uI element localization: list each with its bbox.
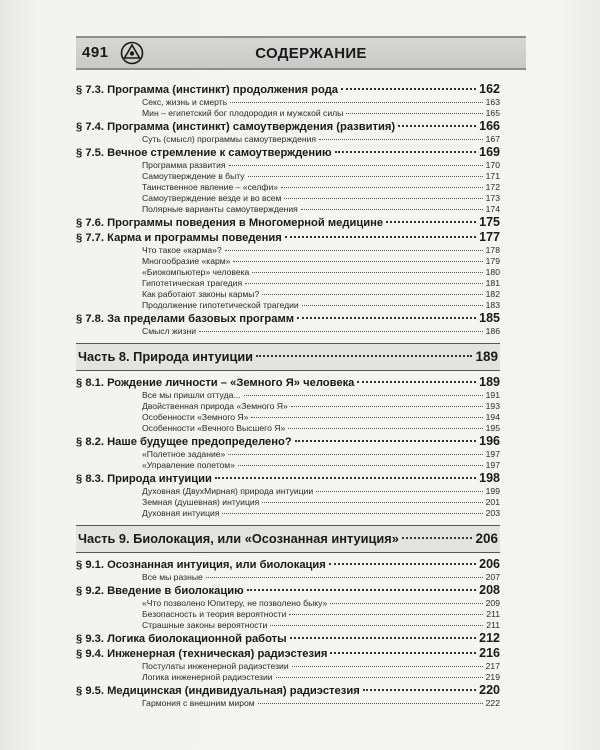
toc-section-entry: [76, 375, 500, 390]
toc-subentry: [76, 134, 500, 145]
toc-entry-title: Постулаты инженерной радиэстезии: [142, 661, 289, 671]
toc-subentry: [76, 326, 500, 337]
dot-leader: [301, 208, 483, 210]
toc-entry-title: «Биокомпьютер» человека: [142, 267, 250, 277]
dot-leader: [256, 354, 472, 357]
toc-entry-title: Таинственное явление – «селфи»: [142, 182, 279, 192]
toc-section-entry: [76, 471, 500, 486]
toc-page-number: 197: [485, 449, 500, 459]
dot-leader: [288, 427, 482, 429]
toc-page-number: 201: [485, 497, 500, 507]
dot-leader: [215, 476, 476, 479]
toc-entry-title: § 9.5. Медицинская (индивидуальная) радиэстезия: [76, 685, 360, 697]
toc-page-number: 207: [485, 572, 500, 582]
dot-leader: [319, 138, 483, 140]
toc-entry-title: Часть 8. Природа интуиции: [78, 349, 254, 364]
toc-entry-title: Продолжение гипотетической трагедии: [142, 300, 299, 310]
toc-entry-title: § 7.6. Программы поведения в Многомерной медицине: [76, 217, 384, 229]
dot-leader: [284, 197, 482, 199]
toc-subentry: [76, 508, 500, 519]
dot-leader: [316, 490, 482, 492]
toc-subentry: [76, 256, 500, 267]
dot-leader: [222, 512, 482, 514]
toc-page-number: 179: [485, 256, 500, 266]
toc-page-number: 197: [485, 460, 500, 470]
dot-leader: [297, 316, 476, 319]
dot-leader: [244, 394, 483, 396]
toc-page-number: 211: [486, 609, 500, 619]
dot-leader: [281, 186, 483, 188]
dot-leader: [357, 380, 476, 383]
dot-leader: [291, 405, 483, 407]
dot-leader: [230, 101, 482, 103]
toc-subentry: [76, 449, 500, 460]
toc-page-number: 163: [485, 97, 500, 107]
toc-subentry: [76, 171, 500, 182]
toc-subentry: [76, 108, 500, 119]
toc-subentry: [76, 300, 500, 311]
toc-page-number: 198: [479, 471, 500, 485]
toc-entry-title: § 7.3. Программа (инстинкт) продолжения рода: [76, 84, 339, 96]
toc-page-number: 217: [485, 661, 500, 671]
toc-page-number: 222: [485, 698, 500, 708]
dot-leader: [290, 636, 476, 639]
toc-section-entry: [76, 82, 500, 97]
toc-page-number: 178: [485, 245, 500, 255]
dot-leader: [238, 464, 483, 466]
dot-leader: [292, 665, 483, 667]
toc-entry-title: § 8.3. Природа интуиции: [76, 473, 212, 485]
toc-subentry: [76, 460, 500, 471]
toc-section-entry: [76, 631, 500, 646]
dot-leader: [262, 501, 482, 503]
toc-section-entry: [76, 683, 500, 698]
toc-section-entry: [76, 434, 500, 449]
dot-leader: [285, 235, 476, 238]
toc-part-heading: [76, 525, 500, 553]
toc-page-number: 211: [486, 620, 500, 630]
toc-entry-title: § 9.4. Инженерная (техническая) радиэстезия: [76, 648, 328, 660]
toc-entry-title: Часть 9. Биолокация, или «Осознанная интуиция»: [78, 531, 399, 546]
toc-page-number: 189: [475, 349, 498, 364]
toc-page-number: 183: [485, 300, 500, 310]
toc-page-number: 208: [479, 583, 500, 597]
toc-section-entry: [76, 583, 500, 598]
toc-page-number: 219: [485, 672, 500, 682]
toc-entry-title: Многообразие «карм»: [142, 256, 231, 266]
toc-subentry: [76, 204, 500, 215]
toc-entry-title: Гармония с внешним миром: [142, 698, 255, 708]
toc-subentry: [76, 412, 500, 423]
toc-entry-title: Двойственная природа «Земного Я»: [142, 401, 288, 411]
toc-page-number: 212: [479, 631, 500, 645]
toc-entry-title: § 8.1. Рождение личности – «Земного Я» человека: [76, 377, 355, 389]
toc-entry-title: § 8.2. Наше будущее предопределено?: [76, 436, 292, 448]
toc-subentry: [76, 572, 500, 583]
toc-page-number: 167: [485, 134, 500, 144]
toc-entry-title: «Управление полетом»: [142, 460, 235, 470]
toc-entry-title: Что такое «карма»?: [142, 245, 222, 255]
toc-subentry: [76, 267, 500, 278]
toc-section-entry: [76, 646, 500, 661]
toc-entry-title: «Полетное задание»: [142, 449, 226, 459]
toc-section-entry: [76, 215, 500, 230]
toc-subentry: [76, 486, 500, 497]
dot-leader: [251, 416, 482, 418]
dot-leader: [270, 624, 483, 626]
toc-page-number: 194: [485, 412, 500, 422]
toc-entry-title: Смысл жизни: [142, 326, 197, 336]
toc-page-number: 162: [479, 82, 500, 96]
toc-entry-title: Полярные варианты самоутверждения: [142, 204, 298, 214]
toc-subentry: [76, 620, 500, 631]
dot-leader: [302, 304, 483, 306]
toc-subentry: [76, 672, 500, 683]
toc-subentry: [76, 97, 500, 108]
toc-entry-title: Мин – египетский бог плодородия и мужской силы: [142, 108, 344, 118]
table-of-contents: [76, 82, 500, 709]
toc-subentry: [76, 289, 500, 300]
toc-page-number: 177: [479, 230, 500, 244]
dot-leader: [258, 702, 483, 704]
toc-entry-title: § 7.5. Вечное стремление к самоутверждению: [76, 147, 332, 159]
toc-subentry: [76, 193, 500, 204]
dot-leader: [398, 124, 476, 127]
toc-entry-title: Гипотетическая трагедия: [142, 278, 243, 288]
dot-leader: [248, 175, 483, 177]
toc-page-number: 191: [485, 390, 500, 400]
dot-leader: [262, 293, 482, 295]
toc-page-number: 165: [485, 108, 500, 118]
dot-leader: [225, 249, 483, 251]
toc-section-entry: [76, 311, 500, 326]
toc-subentry: [76, 245, 500, 256]
toc-page-number: 186: [485, 326, 500, 336]
toc-entry-title: Безопасность и теория вероятности: [142, 609, 287, 619]
toc-section-entry: [76, 230, 500, 245]
dot-leader: [386, 220, 476, 223]
toc-page-number: 209: [485, 598, 500, 608]
toc-page-number: 206: [479, 557, 500, 571]
toc-entry-title: Программа развития: [142, 160, 226, 170]
toc-entry-title: Самоутверждение в быту: [142, 171, 245, 181]
toc-entry-title: Все мы разные: [142, 572, 203, 582]
toc-entry-title: Особенности «Вечного Высшего Я»: [142, 423, 286, 433]
toc-entry-title: § 9.2. Введение в биолокацию: [76, 585, 244, 597]
toc-entry-title: Все мы пришли оттуда...: [142, 390, 241, 400]
dot-leader: [229, 164, 483, 166]
toc-section-entry: [76, 557, 500, 572]
toc-page-number: 180: [485, 267, 500, 277]
toc-entry-title: Особенности «Земного Я»: [142, 412, 249, 422]
toc-page-number: 175: [479, 215, 500, 229]
toc-subentry: [76, 160, 500, 171]
toc-page-number: 195: [485, 423, 500, 433]
toc-page-number: 170: [485, 160, 500, 170]
toc-page-number: 172: [485, 182, 500, 192]
toc-entry-title: Логика инженерной радиэстезии: [142, 672, 273, 682]
dot-leader: [346, 112, 482, 114]
toc-subentry: [76, 182, 500, 193]
dot-leader: [329, 562, 476, 565]
toc-section-entry: [76, 145, 500, 160]
dot-leader: [228, 453, 482, 455]
dot-leader: [252, 271, 482, 273]
toc-entry-title: § 9.1. Осознанная интуиция, или биолокация: [76, 559, 326, 571]
toc-page-number: 203: [485, 508, 500, 518]
dot-leader: [402, 536, 473, 539]
toc-entry-title: Как работают законы кармы?: [142, 289, 260, 299]
dot-leader: [247, 588, 476, 591]
toc-subentry: [76, 598, 500, 609]
toc-page-number: 169: [479, 145, 500, 159]
toc-page-number: 189: [479, 375, 500, 389]
toc-entry-title: Самоутверждение везде и во всем: [142, 193, 282, 203]
toc-page-number: 174: [485, 204, 500, 214]
toc-page-number: 196: [479, 434, 500, 448]
toc-page-number: 181: [485, 278, 500, 288]
toc-part-heading: [76, 343, 500, 371]
toc-subentry: [76, 390, 500, 401]
toc-entry-title: § 7.7. Карма и программы поведения: [76, 232, 282, 244]
toc-page-number: 193: [485, 401, 500, 411]
toc-page-number: 173: [485, 193, 500, 203]
toc-entry-title: Суть (смысл) программы самоутверждения: [142, 134, 317, 144]
dot-leader: [199, 330, 483, 332]
toc-page-number: 220: [479, 683, 500, 697]
toc-entry-title: § 9.3. Логика биолокационной работы: [76, 633, 287, 645]
toc-entry-title: «Что позволено Юпитеру, не позволено быку»: [142, 598, 328, 608]
toc-subentry: [76, 423, 500, 434]
toc-page-number: 182: [485, 289, 500, 299]
page-header: [76, 36, 526, 70]
toc-entry-title: Духовная интуиция: [142, 508, 220, 518]
dot-leader: [341, 87, 476, 90]
toc-entry-title: Секс, жизнь и смерть: [142, 97, 228, 107]
dot-leader: [245, 282, 483, 284]
toc-subentry: [76, 661, 500, 672]
toc-subentry: [76, 609, 500, 620]
page-number: 491: [82, 44, 109, 61]
toc-subentry: [76, 698, 500, 709]
toc-entry-title: Земная (душевная) интуиция: [142, 497, 260, 507]
toc-subentry: [76, 401, 500, 412]
toc-subentry: [76, 497, 500, 508]
toc-entry-title: Духовная (ДвухМирная) природа интуиции: [142, 486, 314, 496]
dot-leader: [330, 602, 482, 604]
toc-entry-title: § 7.8. За пределами базовых программ: [76, 313, 295, 325]
toc-page-number: 199: [485, 486, 500, 496]
toc-section-entry: [76, 119, 500, 134]
dot-leader: [363, 688, 476, 691]
dot-leader: [276, 676, 483, 678]
toc-page-number: 206: [475, 531, 498, 546]
dot-leader: [295, 439, 476, 442]
toc-page-number: 185: [479, 311, 500, 325]
dot-leader: [330, 651, 476, 654]
dot-leader: [335, 150, 477, 153]
page-title: СОДЕРЖАНИЕ: [255, 45, 367, 62]
toc-subentry: [76, 278, 500, 289]
toc-entry-title: § 7.4. Программа (инстинкт) самоутверждения (развития): [76, 121, 396, 133]
toc-page-number: 216: [479, 646, 500, 660]
toc-entry-title: Страшные законы вероятности: [142, 620, 268, 630]
toc-page-number: 171: [485, 171, 500, 181]
dot-leader: [233, 260, 482, 262]
dot-leader: [289, 613, 483, 615]
toc-page-number: 166: [479, 119, 500, 133]
dot-leader: [206, 576, 483, 578]
